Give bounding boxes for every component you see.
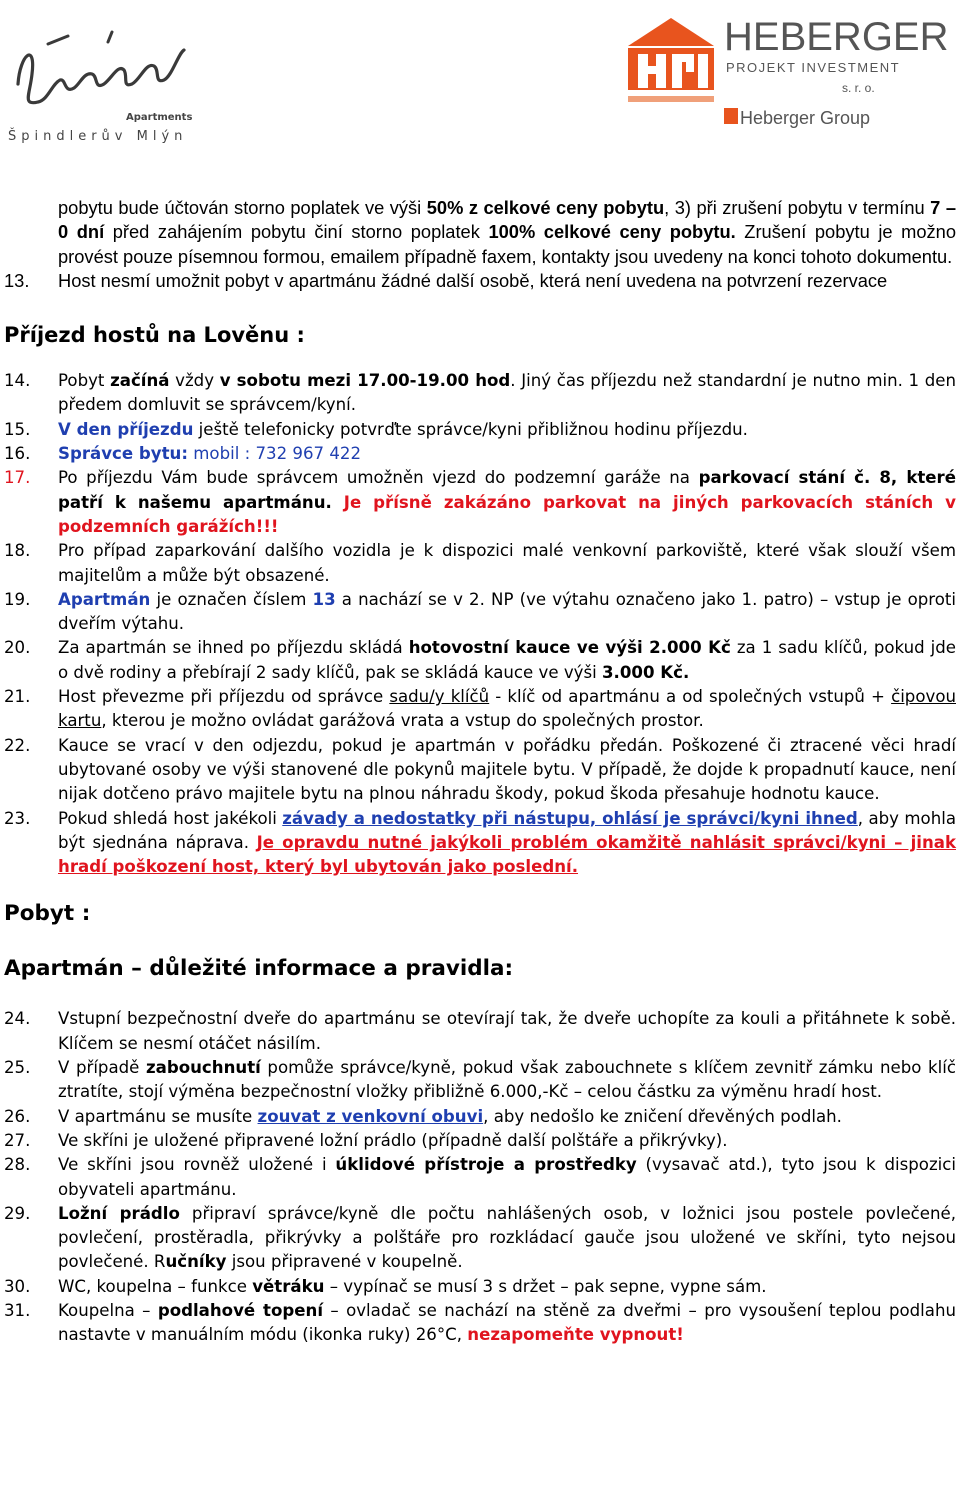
heading-stay: Pobyt :: [4, 901, 91, 927]
heading-arrival: Příjezd hostů na Lověnu :: [4, 323, 305, 348]
rule-16: 16. Správce bytu: mobil : 732 967 422: [4, 444, 362, 464]
rule-22: 22. Kauce se vrací v den odjezdu, pokud je apartmán v pořádku předán. Poškozené či ztracené věci hradí ubytované osoby ve výši stanovené dle pokynů majitele bytu. V případě, že dojde k propadnutí kauce, není nijak dotčeno právo majitele bytu na plnou náhradu škody, pokud škoda přesahuje hodnotu kauce.: [4, 735, 956, 804]
svg-text:Heberger Group: Heberger Group: [740, 108, 871, 128]
rule-19: 19. Apartmán je označen číslem 13 a nachází se v 2. NP (ve výtahu označeno jako 1. patro) – vstup je oproti dveřím výtahu.: [4, 589, 956, 634]
rule-27: 27. Ve skříni je uložené připravené ložní prádlo (případně další polštáře a přikrývky).: [4, 1130, 728, 1150]
storno-paragraph: pobytu bude účtován storno poplatek ve výši 50% z celkové ceny pobytu, 3) při zrušení pobytu v termínu 7 – 0 dní před zahájením pobytu činí storno poplatek 100% celkové ceny pobytu. Zrušení pobytu je možno provést pouze písemnou formou, emailem případně faxem, kontakty jsou uvedeny na konci tohoto dokumentu.: [58, 197, 957, 267]
rule-17: 17. Po příjezdu Vám bude správcem umožněn vjezd do podzemní garáže na parkovací stání č. 8, které patří k našemu apartmánu. Je přísně zakázáno parkovat na jiných parkovacích stáních v podzemních garážích!!!: [4, 468, 956, 536]
svg-text:HEBERGER: HEBERGER: [724, 15, 949, 59]
rule-18: 18. Pro případ zaparkování dalšího vozidla je k dispozici malé venkovní parkoviště, které však slouží všem majitelům a může být obsazené.: [4, 541, 956, 585]
rule-15: 15. V den příjezdu ještě telefonicky potvrďte správce/kyni přibližnou hodinu příjezdu.: [4, 419, 748, 439]
rule-24: 24. Vstupní bezpečnostní dveře do apartmánu se otevírají tak, že dveře uchopíte za kouli a přitáhnete k sobě. Klíčem se nesmí otáčet násilím.: [4, 1009, 956, 1053]
rule-26: 26. V apartmánu se musíte zouvat z venkovní obuvi, aby nedošlo ke zničení dřevěných podlah.: [4, 1106, 842, 1126]
svg-text:Špindlerův Mlýn: Špindlerův Mlýn: [8, 129, 188, 144]
heading-apartment-rules: Apartmán – důležité informace a pravidla:: [4, 956, 514, 982]
rule-21: 21. Host převezme při příjezdu od správce sadu/y klíčů - klíč od apartmánu a od společných vstupů + čipovou kartu, kterou je možno ovládat garážová vrata a vstup do společných prostor.: [4, 687, 956, 731]
rule-28: 28. Ve skříni jsou rovněž uložené i úklidové přístroje a prostředky (vysavač atd.), tyto jsou k dispozici obyvateli apartmánu.: [4, 1155, 957, 1199]
rule-31: 31. Koupelna – podlahové topení – ovladač se nachází na stěně za dveřmi – pro vysoušení teplou podlahu nastavte v manuálním módu (ikonka ruky) 26°C, nezapomeňte vypnout!: [4, 1300, 956, 1345]
svg-text:s. r. o.: s. r. o.: [842, 81, 875, 95]
rule-14: 14. Pobyt začíná vždy v sobotu mezi 17.00-19.00 hod. Jiný čas příjezdu než standardní je nutno min. 1 den předem domluvit se správcem/kyní.: [4, 371, 957, 415]
rule-13: 13. Host nesmí umožnit pobyt v apartmánu žádné další osobě, která není uvedena na potvrzení rezervace: [4, 269, 888, 291]
svg-text:Apartments: Apartments: [126, 112, 193, 123]
rule-29: 29. Ložní prádlo připraví správce/kyně dle počtu nahlášených osob, v ložnici jsou postele povlečené, povlečení, prostěradla, přikrývky a polštáře pro rozkládací gauče jsou uložené ve skříni, tyto nejsou povlečené. Ručníky jsou připravené v koupelně.: [4, 1203, 957, 1272]
svg-text:PROJEKT INVESTMENT: PROJEKT INVESTMENT: [726, 60, 901, 75]
rule-30: 30. WC, koupelna – funkce větráku – vypínač se musí 3 s držet – pak sepne, vypne sám.: [4, 1276, 767, 1296]
rule-20: 20. Za apartmán se ihned po příjezdu skládá hotovostní kauce ve výši 2.000 Kč za 1 sadu klíčů, pokud jde o dvě rodiny a přebírají 2 sady klíčů, pak se skládá kauce ve výši 3.000 Kč.: [4, 638, 957, 682]
rule-25: 25. V případě zabouchnutí pomůže správce/kyně, pokud však zabouchnete s klíčem zevnitř zámku nebo klíč ztratíte, stojí výměna bezpečnostní vložky přibližně 6.000,-Kč – celou částku za výměnu hradí host.: [4, 1058, 956, 1102]
document-body: [0, 196, 960, 1348]
heberger-logo: [628, 8, 950, 134]
lovena-logo: [8, 14, 198, 144]
rule-23: 23. Pokud shledá host jakékoli závady a nedostatky při nástupu, ohlásí je správci/kyni ihned, aby mohla být sjednána náprava. Je opravdu nutné jakýkoli problém okamžitě nahlásit správci/kyni – jinak hradí poškození host, který byl ubytován jako poslední.: [4, 808, 957, 877]
